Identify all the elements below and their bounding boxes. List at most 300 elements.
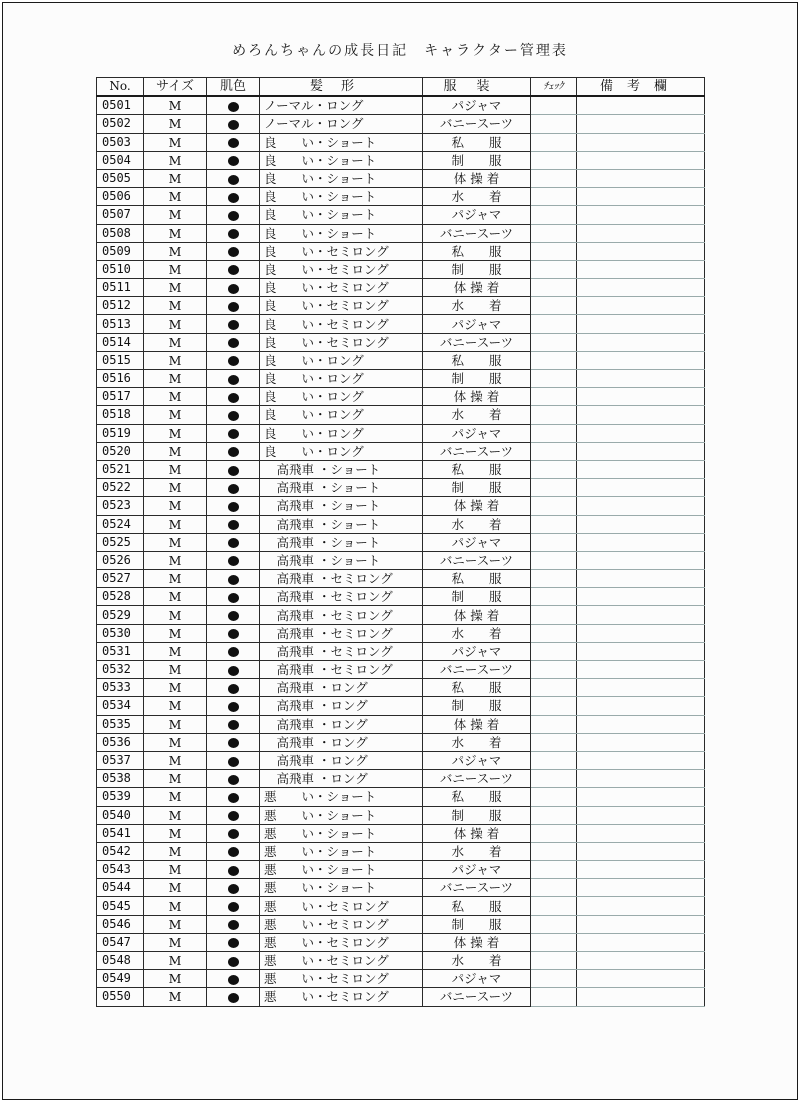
row-clothes: 私 服	[423, 570, 531, 588]
row-size: M	[144, 333, 207, 351]
row-check	[531, 515, 577, 533]
row-notes	[577, 751, 705, 769]
row-skin	[207, 188, 260, 206]
row-notes	[577, 279, 705, 297]
row-skin	[207, 96, 260, 115]
row-check	[531, 915, 577, 933]
row-clothes: 制 服	[423, 479, 531, 497]
row-check	[531, 242, 577, 260]
row-check	[531, 315, 577, 333]
row-size: M	[144, 533, 207, 551]
table-row	[97, 551, 705, 569]
row-hair: 高飛車 ・セミロング	[260, 642, 423, 660]
row-clothes: 体 操 着	[423, 715, 531, 733]
row-no: 0501	[97, 96, 144, 115]
row-clothes: バニースーツ	[423, 115, 531, 133]
row-size: M	[144, 842, 207, 860]
row-size: M	[144, 96, 207, 115]
skin-color-dot-icon	[228, 993, 239, 1003]
row-notes	[577, 515, 705, 533]
row-no: 0511	[97, 279, 144, 297]
row-clothes: パジャマ	[423, 96, 531, 115]
header-row	[97, 78, 705, 97]
row-no: 0549	[97, 970, 144, 988]
row-hair: 高飛車 ・ショート	[260, 479, 423, 497]
row-clothes: バニースーツ	[423, 879, 531, 897]
row-notes	[577, 879, 705, 897]
row-check	[531, 788, 577, 806]
row-notes	[577, 606, 705, 624]
row-hair: 高飛車 ・ショート	[260, 533, 423, 551]
row-size: M	[144, 897, 207, 915]
row-notes	[577, 806, 705, 824]
row-size: M	[144, 169, 207, 187]
row-skin	[207, 224, 260, 242]
row-clothes: 体 操 着	[423, 824, 531, 842]
row-skin	[207, 115, 260, 133]
skin-color-dot-icon	[228, 211, 239, 221]
skin-color-dot-icon	[228, 247, 239, 257]
table-row	[97, 206, 705, 224]
row-hair: 良 い・ショート	[260, 151, 423, 169]
row-no: 0521	[97, 460, 144, 478]
skin-color-dot-icon	[228, 411, 239, 421]
skin-color-dot-icon	[228, 156, 239, 166]
row-check	[531, 370, 577, 388]
row-check	[531, 96, 577, 115]
row-skin	[207, 424, 260, 442]
row-no: 0542	[97, 842, 144, 860]
table-row	[97, 570, 705, 588]
table-row	[97, 133, 705, 151]
table-row	[97, 460, 705, 478]
row-skin	[207, 770, 260, 788]
row-skin	[207, 624, 260, 642]
table-row	[97, 879, 705, 897]
row-size: M	[144, 806, 207, 824]
row-skin	[207, 169, 260, 187]
row-check	[531, 897, 577, 915]
skin-color-dot-icon	[228, 484, 239, 494]
row-hair: 良 い・セミロング	[260, 315, 423, 333]
table-row	[97, 970, 705, 988]
row-notes	[577, 697, 705, 715]
row-hair: 良 い・セミロング	[260, 260, 423, 278]
row-no: 0512	[97, 297, 144, 315]
row-clothes: 体 操 着	[423, 279, 531, 297]
row-skin	[207, 897, 260, 915]
row-size: M	[144, 479, 207, 497]
row-no: 0534	[97, 697, 144, 715]
table-row	[97, 515, 705, 533]
row-clothes: 水 着	[423, 188, 531, 206]
row-notes	[577, 370, 705, 388]
row-no: 0525	[97, 533, 144, 551]
row-check	[531, 952, 577, 970]
header-size: サイズ	[144, 78, 207, 97]
row-hair: 高飛車 ・セミロング	[260, 606, 423, 624]
skin-color-dot-icon	[228, 702, 239, 712]
row-hair: ノーマル・ロング	[260, 115, 423, 133]
table-row	[97, 351, 705, 369]
row-hair: 良 い・ロング	[260, 442, 423, 460]
row-size: M	[144, 861, 207, 879]
skin-color-dot-icon	[228, 393, 239, 403]
row-notes	[577, 588, 705, 606]
row-clothes: 水 着	[423, 952, 531, 970]
row-size: M	[144, 151, 207, 169]
row-size: M	[144, 279, 207, 297]
row-no: 0543	[97, 861, 144, 879]
row-no: 0533	[97, 679, 144, 697]
row-hair: ノーマル・ロング	[260, 96, 423, 115]
table-row	[97, 897, 705, 915]
row-size: M	[144, 679, 207, 697]
row-size: M	[144, 570, 207, 588]
row-no: 0522	[97, 479, 144, 497]
row-skin	[207, 588, 260, 606]
skin-color-dot-icon	[228, 265, 239, 275]
row-notes	[577, 733, 705, 751]
row-hair: 良 い・ショート	[260, 224, 423, 242]
table-row	[97, 260, 705, 278]
row-hair: 良 い・ロング	[260, 370, 423, 388]
row-check	[531, 297, 577, 315]
row-hair: 高飛車 ・ロング	[260, 751, 423, 769]
row-clothes: 水 着	[423, 842, 531, 860]
row-check	[531, 388, 577, 406]
table-row	[97, 624, 705, 642]
row-skin	[207, 679, 260, 697]
row-hair: 良 い・セミロング	[260, 242, 423, 260]
skin-color-dot-icon	[228, 720, 239, 730]
row-hair: 良 い・ショート	[260, 188, 423, 206]
row-clothes: パジャマ	[423, 424, 531, 442]
row-hair: 悪 い・セミロング	[260, 952, 423, 970]
row-clothes: パジャマ	[423, 970, 531, 988]
skin-color-dot-icon	[228, 684, 239, 694]
row-hair: 高飛車 ・セミロング	[260, 570, 423, 588]
row-no: 0520	[97, 442, 144, 460]
row-skin	[207, 715, 260, 733]
row-no: 0507	[97, 206, 144, 224]
row-no: 0526	[97, 551, 144, 569]
row-size: M	[144, 424, 207, 442]
row-hair: 高飛車 ・ショート	[260, 497, 423, 515]
row-skin	[207, 151, 260, 169]
row-notes	[577, 424, 705, 442]
row-hair: 悪 い・ショート	[260, 861, 423, 879]
row-size: M	[144, 624, 207, 642]
row-clothes: 制 服	[423, 588, 531, 606]
row-notes	[577, 442, 705, 460]
table-row	[97, 406, 705, 424]
row-no: 0524	[97, 515, 144, 533]
row-size: M	[144, 460, 207, 478]
skin-color-dot-icon	[228, 938, 239, 948]
skin-color-dot-icon	[228, 556, 239, 566]
skin-color-dot-icon	[228, 229, 239, 239]
row-check	[531, 842, 577, 860]
row-hair: 高飛車 ・セミロング	[260, 624, 423, 642]
row-clothes: バニースーツ	[423, 224, 531, 242]
row-hair: 良 い・セミロング	[260, 279, 423, 297]
row-skin	[207, 933, 260, 951]
skin-color-dot-icon	[228, 356, 239, 366]
row-skin	[207, 751, 260, 769]
skin-color-dot-icon	[228, 593, 239, 603]
row-skin	[207, 370, 260, 388]
row-hair: 高飛車 ・ロング	[260, 697, 423, 715]
row-check	[531, 715, 577, 733]
row-skin	[207, 260, 260, 278]
row-check	[531, 733, 577, 751]
row-size: M	[144, 697, 207, 715]
row-notes	[577, 661, 705, 679]
skin-color-dot-icon	[228, 175, 239, 185]
row-notes	[577, 861, 705, 879]
table-row	[97, 497, 705, 515]
row-skin	[207, 533, 260, 551]
row-no: 0550	[97, 988, 144, 1006]
row-size: M	[144, 933, 207, 951]
table-row	[97, 279, 705, 297]
row-clothes: 制 服	[423, 151, 531, 169]
row-no: 0535	[97, 715, 144, 733]
row-no: 0532	[97, 661, 144, 679]
row-no: 0530	[97, 624, 144, 642]
row-no: 0517	[97, 388, 144, 406]
row-check	[531, 460, 577, 478]
row-notes	[577, 988, 705, 1006]
row-skin	[207, 206, 260, 224]
row-clothes: バニースーツ	[423, 551, 531, 569]
row-no: 0513	[97, 315, 144, 333]
row-no: 0537	[97, 751, 144, 769]
row-clothes: バニースーツ	[423, 661, 531, 679]
row-size: M	[144, 879, 207, 897]
skin-color-dot-icon	[228, 957, 239, 967]
row-hair: 悪 い・セミロング	[260, 933, 423, 951]
row-hair: 悪 い・セミロング	[260, 988, 423, 1006]
row-no: 0514	[97, 333, 144, 351]
row-notes	[577, 460, 705, 478]
row-check	[531, 169, 577, 187]
row-size: M	[144, 588, 207, 606]
row-skin	[207, 351, 260, 369]
row-notes	[577, 497, 705, 515]
row-size: M	[144, 260, 207, 278]
table-row	[97, 606, 705, 624]
row-clothes: 体 操 着	[423, 933, 531, 951]
skin-color-dot-icon	[228, 647, 239, 657]
skin-color-dot-icon	[228, 102, 239, 112]
row-notes	[577, 169, 705, 187]
table-row	[97, 824, 705, 842]
row-check	[531, 533, 577, 551]
row-notes	[577, 770, 705, 788]
skin-color-dot-icon	[228, 884, 239, 894]
row-notes	[577, 206, 705, 224]
row-size: M	[144, 642, 207, 660]
skin-color-dot-icon	[228, 793, 239, 803]
skin-color-dot-icon	[228, 502, 239, 512]
row-notes	[577, 842, 705, 860]
row-no: 0518	[97, 406, 144, 424]
table-row	[97, 96, 705, 115]
row-check	[531, 861, 577, 879]
row-check	[531, 406, 577, 424]
row-notes	[577, 915, 705, 933]
row-skin	[207, 297, 260, 315]
row-skin	[207, 406, 260, 424]
row-clothes: パジャマ	[423, 315, 531, 333]
character-table	[96, 77, 705, 1007]
row-clothes: 私 服	[423, 679, 531, 697]
row-no: 0508	[97, 224, 144, 242]
skin-color-dot-icon	[228, 866, 239, 876]
row-hair: 悪 い・ショート	[260, 806, 423, 824]
row-clothes: 制 服	[423, 806, 531, 824]
row-skin	[207, 388, 260, 406]
row-skin	[207, 442, 260, 460]
row-clothes: パジャマ	[423, 642, 531, 660]
row-size: M	[144, 915, 207, 933]
row-skin	[207, 661, 260, 679]
table-row	[97, 642, 705, 660]
row-check	[531, 933, 577, 951]
row-clothes: 制 服	[423, 260, 531, 278]
skin-color-dot-icon	[228, 302, 239, 312]
skin-color-dot-icon	[228, 284, 239, 294]
skin-color-dot-icon	[228, 811, 239, 821]
table-row	[97, 661, 705, 679]
skin-color-dot-icon	[228, 375, 239, 385]
row-clothes: 水 着	[423, 624, 531, 642]
row-size: M	[144, 733, 207, 751]
row-skin	[207, 915, 260, 933]
skin-color-dot-icon	[228, 738, 239, 748]
row-no: 0529	[97, 606, 144, 624]
table-row	[97, 588, 705, 606]
row-skin	[207, 551, 260, 569]
row-clothes: バニースーツ	[423, 770, 531, 788]
row-notes	[577, 715, 705, 733]
table-row	[97, 224, 705, 242]
skin-color-dot-icon	[228, 975, 239, 985]
row-check	[531, 697, 577, 715]
row-clothes: 体 操 着	[423, 388, 531, 406]
row-hair: 悪 い・セミロング	[260, 915, 423, 933]
row-no: 0523	[97, 497, 144, 515]
row-notes	[577, 315, 705, 333]
table-row	[97, 679, 705, 697]
skin-color-dot-icon	[228, 829, 239, 839]
row-check	[531, 442, 577, 460]
row-notes	[577, 642, 705, 660]
row-no: 0540	[97, 806, 144, 824]
row-no: 0548	[97, 952, 144, 970]
row-skin	[207, 824, 260, 842]
row-no: 0502	[97, 115, 144, 133]
row-notes	[577, 333, 705, 351]
table-row	[97, 151, 705, 169]
row-notes	[577, 297, 705, 315]
row-notes	[577, 133, 705, 151]
row-skin	[207, 642, 260, 660]
row-hair: 悪 い・ショート	[260, 788, 423, 806]
row-hair: 良 い・セミロング	[260, 297, 423, 315]
row-clothes: 体 操 着	[423, 606, 531, 624]
row-skin	[207, 788, 260, 806]
row-notes	[577, 897, 705, 915]
row-no: 0503	[97, 133, 144, 151]
row-hair: 良 い・ロング	[260, 351, 423, 369]
row-notes	[577, 242, 705, 260]
skin-color-dot-icon	[228, 466, 239, 476]
skin-color-dot-icon	[228, 520, 239, 530]
row-notes	[577, 551, 705, 569]
row-no: 0505	[97, 169, 144, 187]
row-hair: 高飛車 ・セミロング	[260, 588, 423, 606]
row-skin	[207, 861, 260, 879]
row-check	[531, 206, 577, 224]
skin-color-dot-icon	[228, 120, 239, 130]
table-row	[97, 733, 705, 751]
header-skin: 肌色	[207, 78, 260, 97]
row-skin	[207, 515, 260, 533]
skin-color-dot-icon	[228, 429, 239, 439]
row-hair: 高飛車 ・ショート	[260, 551, 423, 569]
row-notes	[577, 533, 705, 551]
row-no: 0510	[97, 260, 144, 278]
header-notes: 備考欄	[577, 78, 705, 97]
row-check	[531, 424, 577, 442]
row-notes	[577, 933, 705, 951]
row-notes	[577, 351, 705, 369]
row-no: 0506	[97, 188, 144, 206]
row-notes	[577, 260, 705, 278]
row-check	[531, 588, 577, 606]
row-no: 0547	[97, 933, 144, 951]
row-size: M	[144, 388, 207, 406]
row-skin	[207, 952, 260, 970]
row-no: 0545	[97, 897, 144, 915]
row-hair: 悪 い・ショート	[260, 824, 423, 842]
table-row	[97, 933, 705, 951]
row-skin	[207, 697, 260, 715]
skin-color-dot-icon	[228, 338, 239, 348]
row-notes	[577, 788, 705, 806]
skin-color-dot-icon	[228, 193, 239, 203]
row-check	[531, 606, 577, 624]
row-check	[531, 479, 577, 497]
row-hair: 高飛車 ・ショート	[260, 515, 423, 533]
row-notes	[577, 188, 705, 206]
row-no: 0509	[97, 242, 144, 260]
row-skin	[207, 606, 260, 624]
row-no: 0546	[97, 915, 144, 933]
row-clothes: 私 服	[423, 788, 531, 806]
row-size: M	[144, 442, 207, 460]
row-size: M	[144, 351, 207, 369]
row-size: M	[144, 242, 207, 260]
table-row	[97, 315, 705, 333]
row-check	[531, 661, 577, 679]
row-no: 0538	[97, 770, 144, 788]
row-hair: 良 い・ショート	[260, 133, 423, 151]
row-skin	[207, 842, 260, 860]
